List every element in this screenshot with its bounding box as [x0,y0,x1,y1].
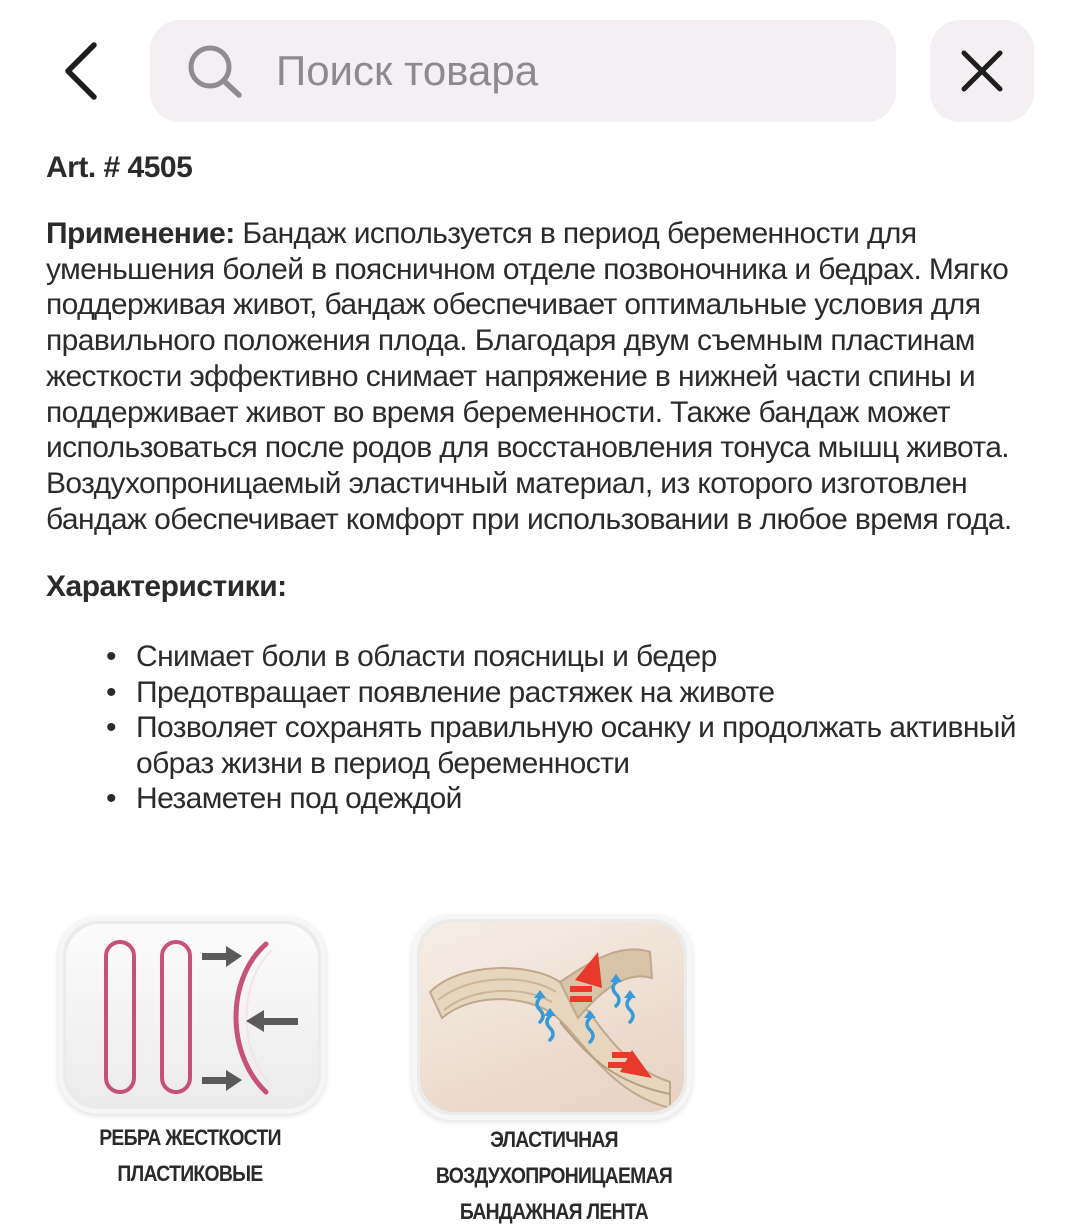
breathable-tape-icon [420,922,684,1112]
top-bar [0,0,1080,142]
close-button[interactable] [930,20,1034,122]
chevron-left-icon [62,41,102,101]
usage-text: Бандаж используется в период беременности для уменьшения болей в поясничном отделе позвоночника и бедрах. Мягко поддерживая живот, бандаж обеспечивает оптимальные условия для правильного положения плода. Благодаря двум съемным пластинам жесткости эффективно снимает напряжение в нижней части спины и поддерживает живот во время беременности. Также бандаж может использоваться после родов для восстановления тонуса мышц живота. Воздухопроницаемый эластичный материал, из которого изготовлен бандаж обеспечивает комфорт при использовании в любое время года. [46,217,1012,536]
feature-caption-tape [404,1122,703,1230]
search-icon [186,44,246,100]
usage-label: Применение: [46,217,235,250]
caption-line: ВОЗДУХОПРОНИЦАЕМАЯ [435,1163,673,1188]
caption-line: ЭЛАСТИЧНАЯ [490,1127,618,1152]
search-input[interactable] [276,34,866,108]
feature-item: • Предотвращает появление растяжек на животе [136,675,1016,711]
caption-line: РЕБРА ЖЕСТКОСТИ [99,1125,281,1150]
feature-caption-ribs [58,1120,322,1192]
feature-card-ribs [58,916,326,1114]
back-button[interactable] [44,28,120,114]
article-number: Art. # 4505 [46,151,193,184]
feature-item: • Позволяет сохранять правильную осанку и продолжать активный образ жизни в период беременности [136,710,1016,781]
feature-item: • Снимает боли в области поясницы и бедер [136,639,1016,675]
card-image-frame [420,922,684,1112]
usage-paragraph [46,216,1046,537]
caption-line: БАНДАЖНАЯ ЛЕНТА [459,1199,649,1224]
stiffening-ribs-icon [66,924,318,1106]
close-icon [960,49,1004,93]
feature-item: • Незаметен под одеждой [136,781,1016,817]
caption-line: ПЛАСТИКОВЫЕ [117,1161,263,1186]
search-box[interactable] [150,20,896,122]
feature-card-tape [412,914,692,1120]
product-description-section [46,148,1046,817]
features-list [46,639,1016,817]
card-image-frame [66,924,318,1106]
features-title: Характеристики: [46,570,287,604]
